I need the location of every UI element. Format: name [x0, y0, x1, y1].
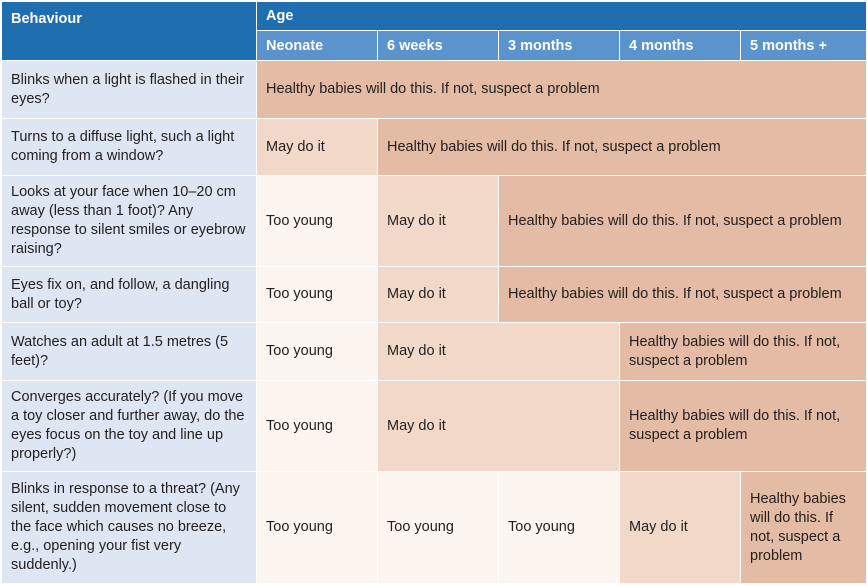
status-cell-healthy: Healthy babies will do this. If not, suspect a problem: [620, 381, 867, 472]
age-header-6-weeks: 6 weeks: [378, 31, 499, 61]
status-cell-healthy: Healthy babies will do this. If not, suspect a problem: [257, 61, 867, 119]
behaviour-cell: Blinks when a light is flashed in their eyes?: [2, 61, 257, 119]
table-row: [2, 267, 867, 323]
status-cell-too-young: Too young: [257, 267, 378, 323]
table-row: [2, 381, 867, 472]
behaviour-cell: Turns to a diffuse light, such a light coming from a window?: [2, 119, 257, 176]
status-cell-healthy: Healthy babies will do this. If not, suspect a problem: [499, 267, 867, 323]
behaviour-age-table: [1, 1, 867, 584]
status-cell-too-young: Too young: [378, 472, 499, 584]
status-cell-may-do-it: May do it: [257, 119, 378, 176]
status-cell-too-young: Too young: [257, 472, 378, 584]
status-cell-healthy: Healthy babies will do this. If not, suspect a problem: [378, 119, 867, 176]
age-header-5-months-plus: 5 months +: [741, 31, 867, 61]
age-header-3-months: 3 months: [499, 31, 620, 61]
status-cell-may-do-it: May do it: [378, 323, 620, 381]
status-cell-may-do-it: May do it: [378, 176, 499, 267]
status-cell-healthy: Healthy babies will do this. If not, suspect a problem: [620, 323, 867, 381]
status-cell-too-young: Too young: [499, 472, 620, 584]
status-cell-may-do-it: May do it: [620, 472, 741, 584]
table-row: [2, 323, 867, 381]
behaviour-column-header: Behaviour: [2, 2, 257, 61]
status-cell-too-young: Too young: [257, 323, 378, 381]
behaviour-cell: Looks at your face when 10–20 cm away (less than 1 foot)? Any response to silent smiles or eyebrow raising?: [2, 176, 257, 267]
status-cell-too-young: Too young: [257, 381, 378, 472]
table-row: [2, 119, 867, 176]
table-row: [2, 61, 867, 119]
status-cell-may-do-it: May do it: [378, 381, 620, 472]
status-cell-too-young: Too young: [257, 176, 378, 267]
table-row: [2, 176, 867, 267]
status-cell-may-do-it: May do it: [378, 267, 499, 323]
table-row: [2, 472, 867, 584]
behaviour-cell: Watches an adult at 1.5 metres (5 feet)?: [2, 323, 257, 381]
behaviour-cell: Converges accurately? (If you move a toy closer and further away, do the eyes focus on the toy and line up properly?): [2, 381, 257, 472]
age-header-4-months: 4 months: [620, 31, 741, 61]
age-header-neonate: Neonate: [257, 31, 378, 61]
status-cell-healthy: Healthy babies will do this. If not, suspect a problem: [741, 472, 867, 584]
age-column-header: Age: [257, 2, 867, 31]
behaviour-cell: Blinks in response to a threat? (Any silent, sudden movement close to the face which causes no breeze, e.g., opening your fist very suddenly.): [2, 472, 257, 584]
status-cell-healthy: Healthy babies will do this. If not, suspect a problem: [499, 176, 867, 267]
behaviour-cell: Eyes fix on, and follow, a dangling ball or toy?: [2, 267, 257, 323]
